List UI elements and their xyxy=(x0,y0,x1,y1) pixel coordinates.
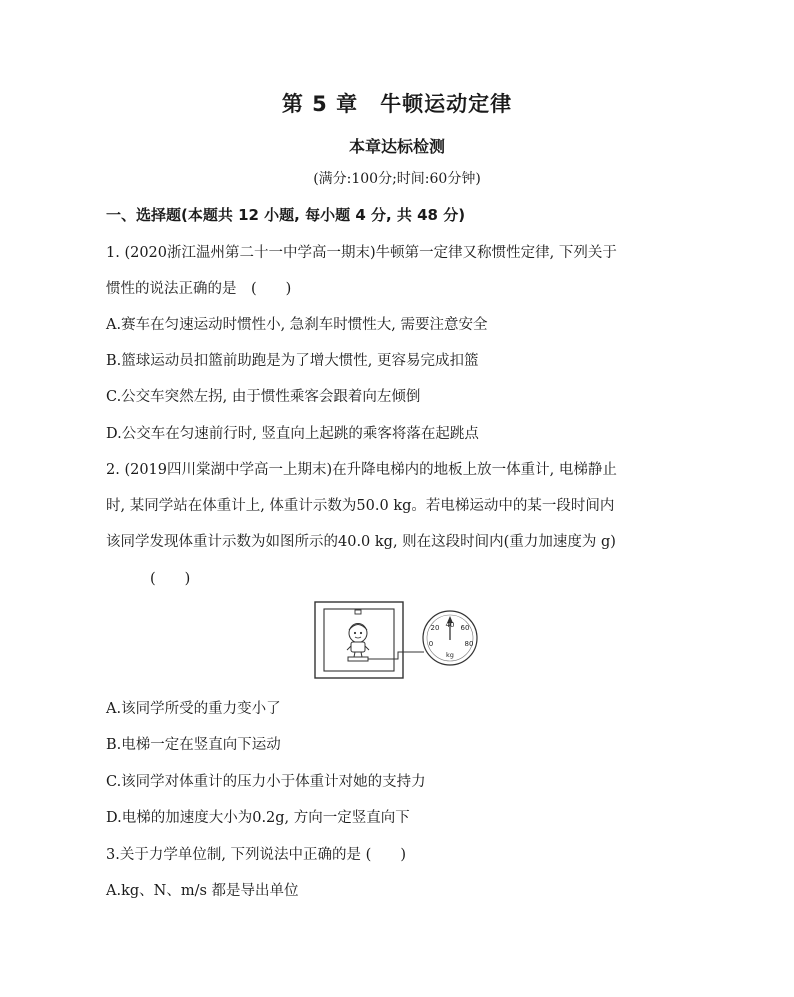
section-heading: 一、选择题(本题共 12 小题, 每小题 4 分, 共 48 分) xyxy=(106,206,466,224)
chapter-title: 第 5 章 牛顿运动定律 xyxy=(281,92,513,116)
dial-label-top: 40 xyxy=(445,621,455,629)
score-time-info: (满分:100分;时间:60分钟) xyxy=(313,171,481,187)
question-2-stem-line-2: 时, 某同学站在体重计上, 体重计示数为50.0 kg。若电梯运动中的某一段时间内 xyxy=(106,498,615,514)
dial-label-right: 80 xyxy=(464,640,474,648)
question-2-option-a: A.该同学所受的重力变小了 xyxy=(106,701,281,717)
question-2-option-b: B.电梯一定在竖直向下运动 xyxy=(106,737,281,753)
question-2-answer-bracket: ( ) xyxy=(150,571,191,587)
elevator-scale-figure xyxy=(314,600,484,682)
question-3-stem: 3.关于力学单位制, 下列说法中正确的是 ( ) xyxy=(106,847,406,863)
weighing-scale xyxy=(348,657,368,661)
scale-dial xyxy=(423,611,477,665)
question-3-option-a: A.kg、N、m/s 都是导出单位 xyxy=(106,883,299,899)
dial-label-right-upper: 60 xyxy=(460,624,470,632)
question-2-stem-line-3: 该同学发现体重计示数为如图所示的40.0 kg, 则在这段时间内(重力加速度为 g) xyxy=(106,534,616,550)
question-1-stem-line-1: 1. (2020浙江温州第二十一中学高一期末)牛顿第一定律又称惯性定律, 下列关于 xyxy=(106,245,617,261)
ceiling-mount xyxy=(355,610,361,614)
question-2-stem-line-1: 2. (2019四川棠湖中学高一上期末)在升降电梯内的地板上放一体重计, 电梯静止 xyxy=(106,462,617,478)
dial-unit-label: kg xyxy=(446,651,454,659)
connecting-wire xyxy=(368,652,424,659)
question-1-stem-line-2: 惯性的说法正确的是 ( ) xyxy=(106,281,292,297)
dial-label-left-upper: 20 xyxy=(430,624,440,632)
question-1-option-a: A.赛车在匀速运动时惯性小, 急刹车时惯性大, 需要注意安全 xyxy=(106,317,488,333)
question-2-option-d: D.电梯的加速度大小为0.2g, 方向一定竖直向下 xyxy=(106,810,410,826)
question-1-option-d: D.公交车在匀速前行时, 竖直向上起跳的乘客将落在起跳点 xyxy=(106,426,479,442)
question-1-option-b: B.篮球运动员扣篮前助跑是为了增大惯性, 更容易完成扣篮 xyxy=(106,353,479,369)
person-figure xyxy=(347,624,369,658)
question-1-option-c: C.公交车突然左拐, 由于惯性乘客会跟着向左倾倒 xyxy=(106,389,421,405)
elevator-diagram xyxy=(314,600,484,682)
dial-label-left: 0 xyxy=(428,640,434,648)
chapter-subtitle: 本章达标检测 xyxy=(348,137,445,156)
question-2-option-c: C.该同学对体重计的压力小于体重计对她的支持力 xyxy=(106,774,426,790)
